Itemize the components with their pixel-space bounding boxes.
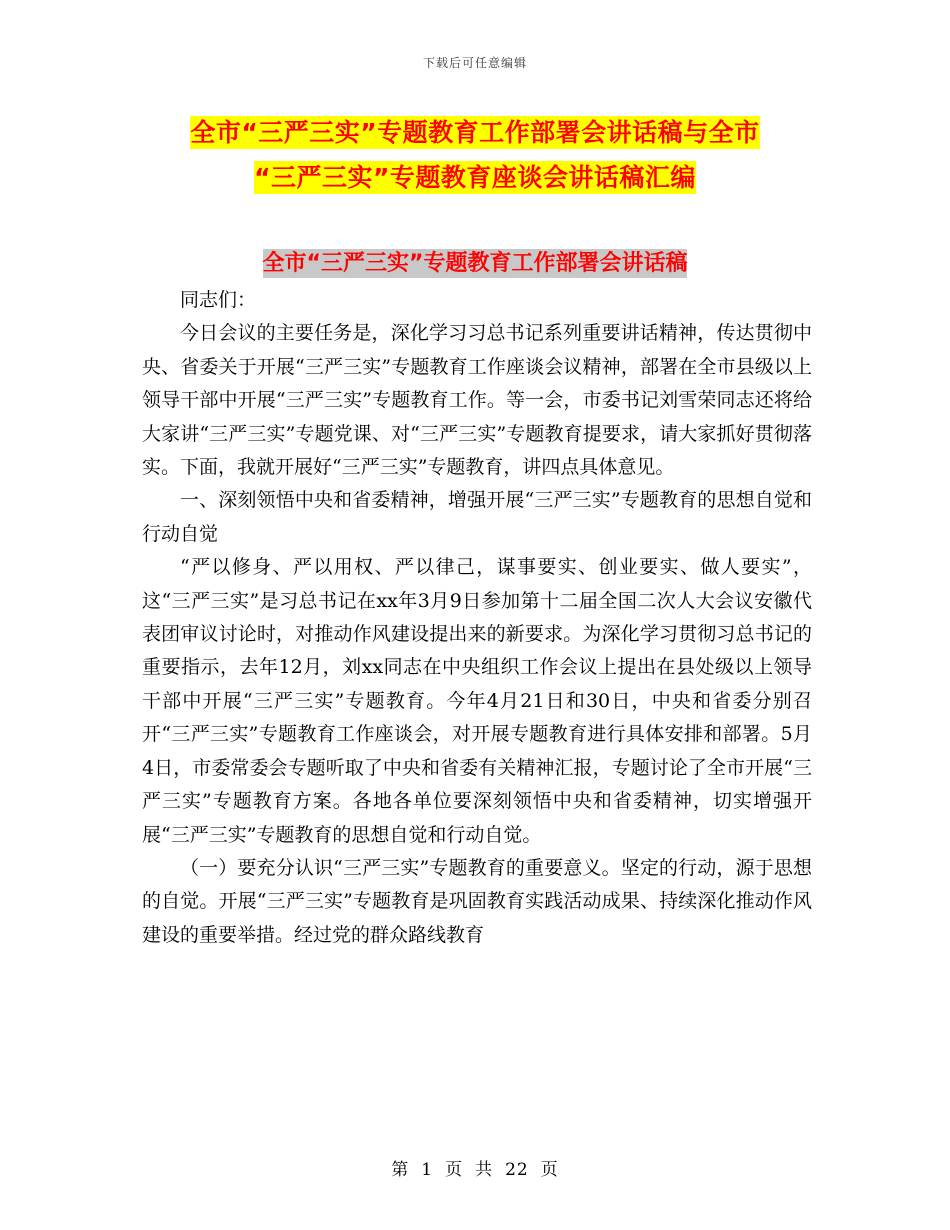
paragraph-salutation: 同志们： <box>180 289 257 311</box>
header-note: 下载后可任意编辑 <box>422 56 527 70</box>
paragraph-background: “严以修身、严以用权、严以律己，谋事要实、创业要实、做人要实”，这“三严三实”是习总书记在xx年3月9日参加第十二届全国二次人大会议安徽代表团审议讨论时，对推动作风建设提出来的新要求。为深化学习贯彻习总书记的重要指示，去年12月，刘xx同志在中央组织工作会议上提出在县处级以上领导干部中开展“三严三实”专题教育。今年4月21日和30日，中央和省委分别召开“三严三实”专题教育工作座谈会，对开展专题教育进行具体安排和部署。5月4日，市委常委会专题听取了中央和省委有关精神汇报，专题讨论了全市开展“三严三实”专题教育方案。各地各单位要深刻领悟中央和省委精神，切实增强开展“三严三实”专题教育的思想自觉和行动自觉。 <box>142 556 812 846</box>
paragraph-heading-1: 一、深刻领悟中央和省委精神，增强开展“三严三实”专题教育的思想自觉和行动自觉 <box>142 489 812 545</box>
footer-total-unit: 页 <box>540 1160 559 1180</box>
document-title-line-1 <box>0 113 950 149</box>
document-title-line-2-text: “三严三实”专题教育座谈会讲话稿汇编 <box>254 163 696 192</box>
document-body <box>142 284 812 952</box>
section-title <box>0 246 950 277</box>
footer-page-number: 1 <box>421 1160 434 1180</box>
paragraph-subheading-1: （一）要充分认识“三严三实”专题教育的重要意义。坚定的行动，源于思想的自觉。开展“三严三实”专题教育是巩固教育实践活动成果、持续深化推动作风建设的重要举措。经过党的群众路线教育 <box>142 856 812 946</box>
document-title-line-2 <box>0 158 950 194</box>
page-footer <box>0 1155 950 1180</box>
footer-page-label: 第 <box>391 1160 410 1180</box>
footer-total-label: 共 <box>475 1160 494 1180</box>
footer-page-unit: 页 <box>445 1160 464 1180</box>
document-title-line-1-text: 全市“三严三实”专题教育工作部署会讲话稿与全市 <box>190 118 760 147</box>
footer-total-pages: 22 <box>505 1160 529 1180</box>
section-title-text: 全市“三严三实”专题教育工作部署会讲话稿 <box>262 251 688 276</box>
paragraph-intro: 今日会议的主要任务是，深化学习习总书记系列重要讲话精神，传达贯彻中央、省委关于开展“三严三实”专题教育工作座谈会议精神，部署在全市县级以上领导干部中开展“三严三实”专题教育工作。等一会，市委书记刘雪荣同志还将给大家讲“三严三实”专题党课、对“三严三实”专题教育提要求，请大家抓好贯彻落实。下面，我就开展好“三严三实”专题教育，讲四点具体意见。 <box>142 322 812 479</box>
